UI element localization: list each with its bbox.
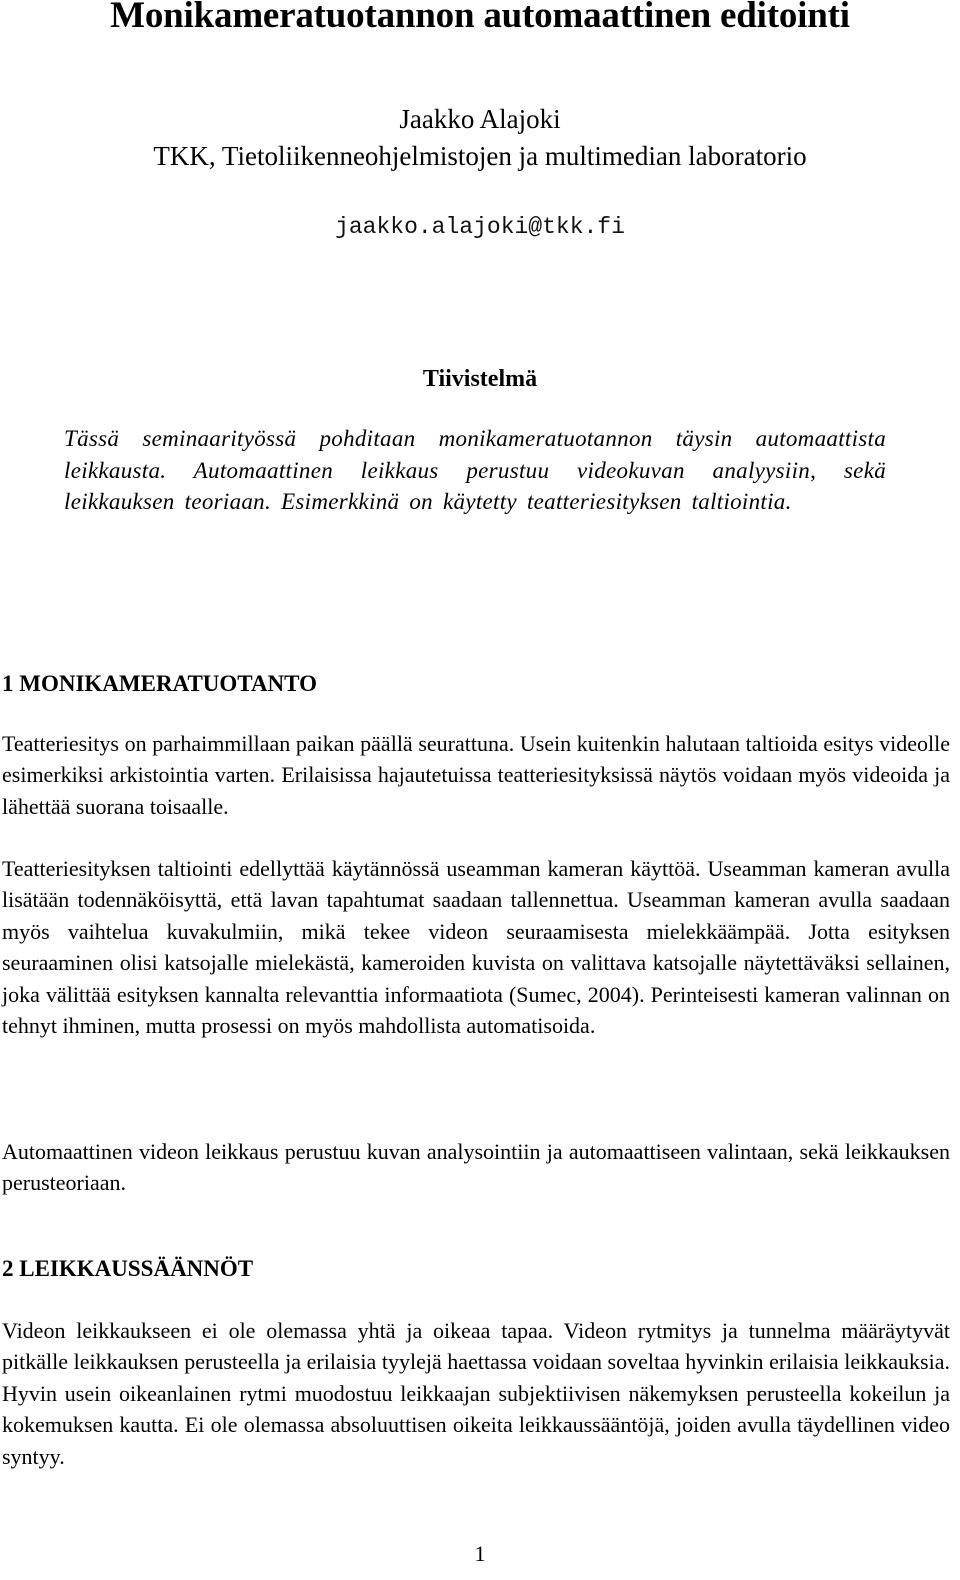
section-1-paragraph-1: Teatteriesitys on parhaimmillaan paikan päällä seurattuna. Usein kuitenkin halutaan taltioida esitys videolle esimerkiksi arkistointia varten. Erilaisissa hajautetuissa teatteriesityksissä näytös voidaan myös videoida ja lähettää suorana toisaalle. <box>2 731 950 819</box>
section-1-heading: 1 MONIKAMERATUOTANTO <box>2 671 317 696</box>
section-1-paragraph-3: Automaattinen videon leikkaus perustuu kuvan analysointiin ja automaattiseen valintaan, sekä leikkauksen perusteoriaan. <box>2 1139 950 1196</box>
page-number: 1 <box>474 1541 486 1566</box>
section-2-heading: 2 LEIKKAUSSÄÄNNÖT <box>2 1256 254 1281</box>
paper-title: Monikameratuotannon automaattinen editointi <box>110 0 850 36</box>
author-email: jaakko.alajoki@tkk.fi <box>335 214 625 240</box>
abstract-text: Tässä seminaarityössä pohditaan monikameratuotannon täysin automaattista leikkausta. Automaattinen leikkaus perustuu videokuvan analyysiin, sekä leikkauksen teoriaan. Esimerkkinä on käytetty teatteriesityksen taltiointia. <box>64 426 886 514</box>
section-1-paragraph-2: Teatteriesityksen taltiointi edellyttää käytännössä useamman kameran käyttöä. Useamman kameran avulla lisätään todennäköisyttä, että lavan tapahtumat saadaan tallennettua. Useamman kameran avulla saadaan myös vaihtelua kuvakulmiin, mikä tekee videon seuraamisesta mielekkäämpää. Jotta esityksen seuraaminen olisi katsojalle mielekästä, kameroiden kuvista on valittava katsojalle näytettäväksi sellainen, joka välittää esityksen kannalta relevanttia informaatiota (Sumec, 2004). Perinteisesti kameran valinnan on tehnyt ihminen, mutta prosessi on myös mahdollista automatisoida. <box>2 856 950 1039</box>
author-name: Jaakko Alajoki <box>399 104 561 134</box>
author-affiliation: TKK, Tietoliikenneohjelmistojen ja multimedian laboratorio <box>153 141 807 171</box>
section-2-paragraph-1: Videon leikkaukseen ei ole olemassa yhtä ja oikeaa tapaa. Videon rytmitys ja tunnelma määräytyvät pitkälle leikkauksen perusteella ja erilaisia tyylejä haettassa voidaan soveltaa hyvinkin erilaisia leikkauksia. Hyvin usein oikeanlainen rytmi muodostuu leikkaajan subjektiivisen näkemyksen perusteella kokeilun ja kokemuksen kautta. Ei ole olemassa absoluuttisen oikeita leikkaussääntöjä, joiden avulla täydellinen video syntyy. <box>2 1318 950 1469</box>
abstract-heading: Tiivistelmä <box>422 366 538 392</box>
